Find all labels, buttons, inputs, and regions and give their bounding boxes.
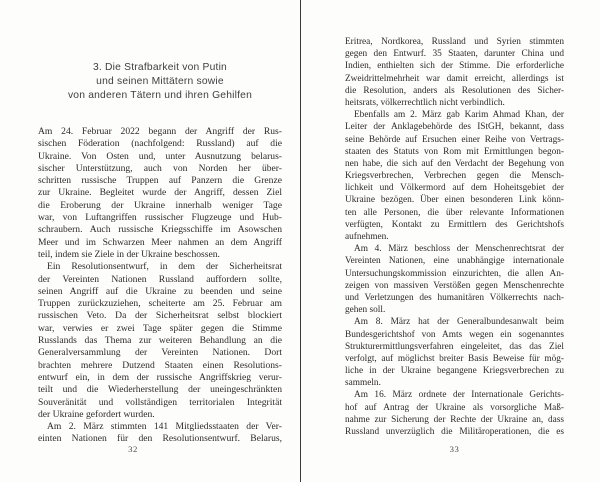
text-line: schraubern. Auch russische Kriegsschiffe im Asowschen	[38, 224, 282, 236]
text-line: Am 24. Februar 2022 begann der Angriff der Rus-	[38, 126, 282, 137]
text-line: die Eroberung der Ukraine innerhalb weniger Tage	[38, 199, 282, 211]
text-line: war, von Luftangriffen russischer Flugzeuge und Hub-	[38, 212, 282, 224]
text-line: und Verletzungen des humanitären Völkerrechts nach-	[345, 292, 564, 303]
page-divider-line	[300, 0, 301, 482]
text-line: Ukraine. Von Osten und, unter Ausnutzung belarus-	[38, 150, 282, 162]
text-line: sammeln.	[345, 378, 381, 389]
text-line: gegen den Entwurf. 35 Staaten, darunter China und	[345, 49, 564, 60]
heading-line: und seinen Mittätern sowie	[96, 76, 224, 87]
heading-line: von anderen Tätern und ihren Gehilfen	[67, 90, 253, 101]
text-line: war, verwies er zwei Tage später gegen die Stimme	[38, 322, 282, 334]
text-line: Am 4. März beschloss der Menschenrechtsrat der	[354, 244, 564, 255]
text-line: Ein Resolutionsentwurf, in dem der Sicherheitsrat	[47, 261, 282, 273]
text-line: lichkeit und Völkermord auf dem Hoheitsgebiet der	[345, 183, 564, 194]
text-line: gehen soll.	[345, 305, 386, 316]
text-line: Kriegsverbrechen, Verbrechen gegen die Mensch-	[345, 171, 564, 182]
page-right-body-text	[345, 36, 564, 438]
text-line: staaten des Statuts von Rom mit Ermittlungen begon-	[345, 146, 564, 157]
chapter-heading	[26, 61, 294, 103]
text-line: heitsrats, völkerrechtlich nicht verbindlich.	[345, 97, 505, 108]
text-line: Ukraine bezögen. Über einen besonderen Link könn-	[345, 195, 564, 206]
text-line: schritten russische Truppen auf Panzern die Grenze	[38, 175, 282, 187]
text-line: der Ukraine gefordert wurden.	[38, 408, 155, 420]
text-line: Russlands das Thema zur weiteren Behandlung an die	[38, 335, 282, 347]
page-left	[38, 0, 282, 482]
text-line: Leiter der Anklagebehörde des IStGH, bekannt, dass	[345, 122, 564, 133]
text-line: seinen Angriff auf die Ukraine zu beenden und seine	[38, 285, 282, 297]
page-right	[345, 0, 564, 482]
text-line: sischen Föderation (nachfolgend: Russland) auf die	[38, 138, 282, 150]
text-line: Zweidrittelmehrheit war damit erreicht, allerdings ist	[345, 73, 564, 84]
text-line: Bundesgerichtshof von Amts wegen ein sogenanntes	[345, 329, 564, 340]
text-line: Untersuchungskommission einzurichten, die allen An-	[345, 268, 564, 279]
text-line: sischer Unterstützung, auch von Norden her über-	[38, 162, 282, 174]
text-line: ten alle Personen, die über relevante Informationen	[345, 207, 564, 218]
text-line: verfolgt, auf möglichst breiter Basis Beweise für mög-	[345, 353, 564, 364]
page-number-right: 33	[449, 444, 460, 454]
text-line: liche in der Ukraine begangene Kriegsverbrechen zu	[345, 366, 564, 377]
text-line: Eritrea, Nordkorea, Russland und Syrien stimmten	[345, 37, 564, 47]
page-number-left: 32	[128, 444, 138, 454]
text-line: Strukturermittlungsverfahren eingeleitet, das das Ziel	[345, 341, 564, 352]
text-line: Souveränität und vollständigen territorialen Integrität	[38, 396, 282, 408]
text-line: Meer und im Schwarzen Meer nahmen an dem Angriff	[38, 236, 282, 248]
heading-line: 3. Die Strafbarkeit von Putin	[92, 62, 227, 73]
text-line: brachten mehrere Dutzend Staaten einen Resolutions-	[38, 359, 282, 371]
text-line: Russland unverzüglich die Militäroperationen, die es	[345, 427, 564, 437]
text-line: russischen Veto. Da der Sicherheitsrat selbst blockiert	[38, 310, 282, 322]
text-line: die Resolution, anders als Resolutionen des Sicher-	[345, 85, 564, 96]
text-line: seine Behörde auf Ersuchen einer Reihe von Vertrags-	[345, 134, 564, 145]
text-line: nen habe, die sich auf den Verdacht der Begehung von	[345, 158, 564, 169]
text-line: Am 16. März ordnete der Internationale Gerichts-	[354, 390, 564, 401]
text-line: Vereinten Nationen, eine unabhängige internationale	[345, 256, 564, 267]
text-line: zur Ukraine. Begleitet wurde der Angriff, dessen Ziel	[38, 187, 282, 199]
text-line: Am 8. März hat der Generalbundesanwalt beim	[354, 317, 564, 328]
text-line: einten Nationen für den Resolutionsentwurf. Belarus,	[38, 433, 282, 445]
text-line: Indien, enthielten sich der Stimme. Die erforderliche	[345, 61, 564, 72]
text-line: nahme zur Sicherung der Rechte der Ukraine an, dass	[345, 414, 564, 425]
text-line: hof auf Antrag der Ukraine als vorsorgliche Maß-	[345, 402, 564, 413]
page-left-body-text	[38, 126, 282, 446]
text-line: Am 2. März stimmten 141 Mitgliedsstaaten der Ver-	[47, 421, 282, 433]
text-line: Ebenfalls am 2. März gab Karim Ahmad Khan, der	[354, 110, 564, 121]
text-line: zeigen von massiven Verstößen gegen Menschenrechte	[345, 280, 564, 291]
text-line: teilt und die Wiederherstellung der uneingeschränkten	[38, 384, 282, 396]
text-line: teil, indem sie Ziele in der Ukraine beschossen.	[38, 248, 220, 260]
text-line: aufnehmen.	[345, 232, 389, 242]
text-line: der Vereinten Nationen Russland auffordern sollte,	[38, 273, 282, 285]
text-line: verfügten, Kontakt zu Ermittlern des Gerichtshofs	[345, 219, 564, 230]
text-line: Generalversammlung der Vereinten Nationen. Dort	[38, 347, 282, 359]
text-line: entwurf ein, in dem der russische Angriffskrieg verur-	[38, 371, 282, 383]
text-line: Truppen zurückzuziehen, scheiterte am 25. Februar am	[38, 298, 282, 310]
